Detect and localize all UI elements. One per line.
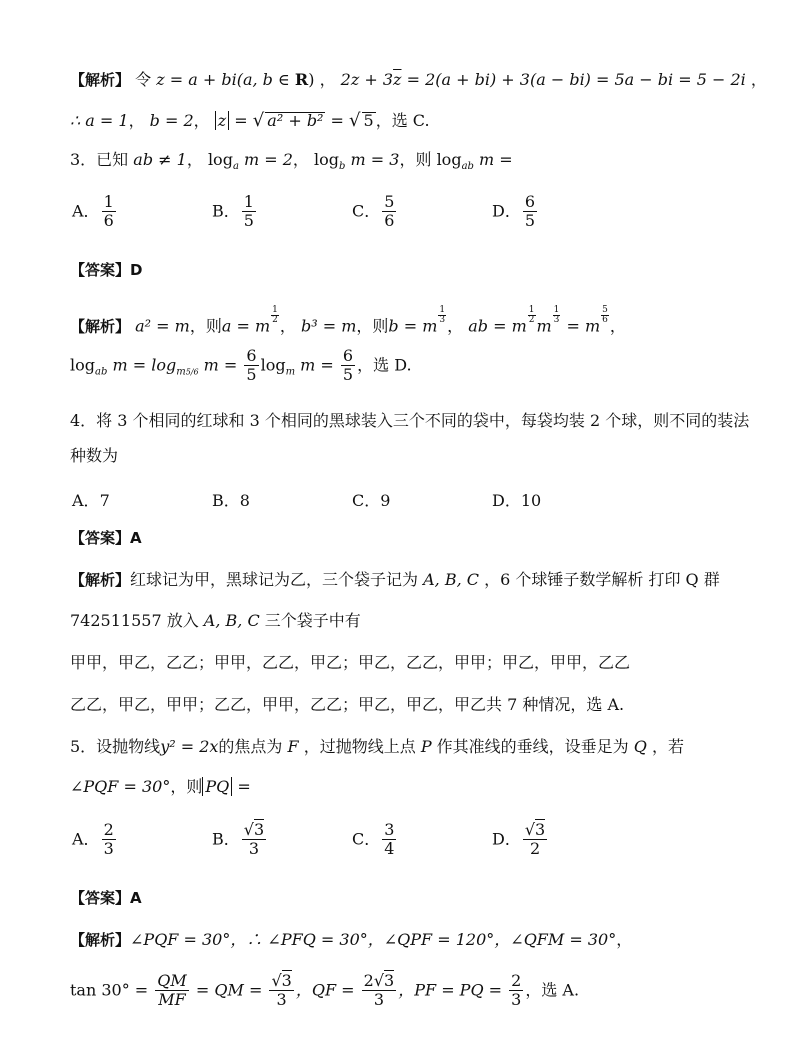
option-a[interactable]: A． $\frac{1}{6}$: [72, 192, 114, 231]
q2-solution-line-2: ∴ a = 1， b = 2， z = √ a² + b² = √ 5 ，选 C.: [70, 110, 430, 131]
q5-solution-line-1: 【解析】∠PQF = 30°，∴ ∠PFQ = 30°，∠QPF = 120°，∠QFM = 30°，: [70, 930, 633, 949]
q2-solution-line-1: 【解析】 令 z = a + bi(a, b ∈ R) ， $2z + 3\overline{z} = 2(a + bi) + 3(a - bi) = 5a$ − bi = 5 − 2i ，: [70, 70, 767, 89]
q4-solution-line-1: 【解析】红球记为甲，黑球记为乙，三个袋子记为 A, B, C ，6 个球锤子数学解析 打印 Q 群: [70, 570, 720, 589]
q5-stem-line-2: ∠PQF = 30°，则 PQ =: [70, 777, 251, 796]
option-a[interactable]: A． $\frac{2}{3}$: [72, 820, 114, 859]
analysis-tag: 【解析】: [70, 71, 131, 89]
q3-solution-line-1: 【解析】 a² = m，则a = m $\frac{1}{2}$ ， b³ = m，则b = m $\frac{1}{3}$ ， ab = m $\frac{1}{2}$ m $\frac{1}{3}$ = m $\frac{5}{6}$ ，: [70, 305, 626, 336]
option-b[interactable]: B． $\frac{1}{5}$: [212, 192, 254, 231]
option-d[interactable]: D． $\frac{6}{5}$: [492, 192, 536, 231]
q4-solution-line-3: 甲甲，甲乙，乙乙；甲甲，乙乙，甲乙；甲乙，乙乙，甲甲；甲乙，甲甲，乙乙: [70, 653, 631, 672]
q4-stem-line-1: 4．将 3 个相同的红球和 3 个相同的黑球装入三个不同的袋中，每袋均装 2 个球，则不同的装法: [70, 411, 750, 430]
q3-solution-line-2: $\log_{ab} m = \log_{m5/6} m$ = $\frac{6}{5}$ $\log_m m$ = $\frac{6}{5}$ ，选 D.: [70, 346, 412, 385]
option-d[interactable]: D．10: [492, 491, 542, 510]
equation: z = a + bi(a, b ∈: [156, 70, 295, 89]
q5-solution-line-2: tan 30° = $\frac{QM}{MF}$ = QM = $\frac{√3}{3}$ ，QF = $\frac{2√3}{3}$ ，PF = PQ = $\frac{2}{3}$ ，选 A.: [70, 971, 580, 1010]
option-c[interactable]: C．9: [352, 491, 391, 510]
q3-answer: 【答案】D: [70, 261, 143, 279]
option-d[interactable]: D． $\frac{√3}{2}$: [492, 820, 546, 859]
option-b[interactable]: B． $\frac{√3}{3}$: [212, 820, 265, 859]
q4-solution-line-4: 乙乙，甲乙，甲甲；乙乙，甲甲，乙乙；甲乙，甲乙，甲乙共 7 种情况，选 A.: [70, 695, 625, 714]
q3-stem: 3．已知 ab ≠ 1， $\log_a m = 2$， $\log_b m = 3$，则 $\log_{ab} m$ =: [70, 150, 513, 172]
q4-stem-line-2: 种数为: [70, 446, 119, 465]
option-b[interactable]: B．8: [212, 491, 250, 510]
q4-answer: 【答案】A: [70, 529, 142, 547]
q5-stem-line-1: 5．设抛物线y² = 2x的焦点为 F ，过抛物线上点 P 作其准线的垂线，设垂足为 Q ，若: [70, 737, 684, 756]
q4-solution-line-2: 742511557 放入 A, B, C 三个袋子中有: [70, 611, 361, 630]
option-a[interactable]: A．7: [72, 491, 110, 510]
q5-answer: 【答案】A: [70, 889, 142, 907]
option-c[interactable]: C． $\frac{5}{6}$: [352, 192, 395, 231]
option-c[interactable]: C． $\frac{3}{4}$: [352, 820, 395, 859]
